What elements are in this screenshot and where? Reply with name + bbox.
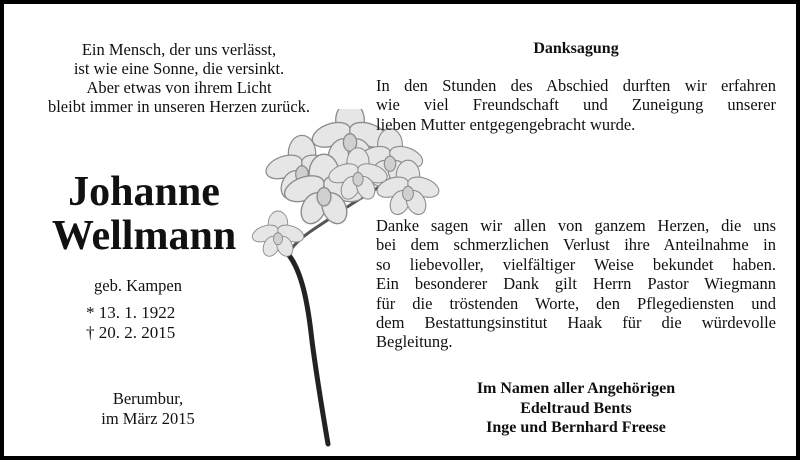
signature-block (376, 379, 776, 438)
date: im März 2015 (101, 409, 195, 428)
paragraph-line: Begleitung. (376, 332, 453, 352)
signature-line: Inge und Bernhard Freese (486, 419, 666, 436)
first-name: Johanne (68, 169, 220, 215)
paragraph-line: so liebevoller, vielfältiger Weise bekundet haben. (376, 254, 776, 274)
place-and-date (64, 389, 232, 429)
paragraph-line: dem Bestattungsinstitut Haak für die würdevolle (376, 313, 776, 333)
birth-name: geb. Kampen (94, 276, 182, 295)
signature-line: Im Namen aller Angehörigen (476, 380, 676, 397)
place: Berumbur, (112, 389, 184, 408)
poem-line: ist wie eine Sonne, die versinkt. (73, 59, 285, 78)
paragraph-line: In den Stunden des Abschied durften wir erfahren (376, 76, 776, 95)
deceased-name (24, 170, 264, 258)
last-name: Wellmann (51, 213, 237, 259)
poem-line: Ein Mensch, der uns verlässt, (81, 40, 277, 59)
memorial-poem (20, 40, 338, 116)
thanks-paragraph-1 (376, 76, 776, 134)
thanks-paragraph-2 (376, 216, 776, 352)
signature-line: Edeltraud Bents (520, 399, 632, 417)
death-date: † 20. 2. 2015 (86, 323, 176, 342)
poem-line: bleibt immer in unseren Herzen zurück. (47, 97, 311, 116)
poem-line: Aber etwas von ihrem Licht (86, 78, 272, 97)
paragraph-line: Danke sagen wir allen von ganzem Herzen, die uns (376, 216, 776, 235)
birth-date: * 13. 1. 1922 (86, 303, 176, 322)
paragraph-line: Ein besonderer Dank gilt Herrn Pastor Wiegmann (376, 274, 776, 294)
paragraph-line: für die tröstenden Worte, den Pflegediensten und (376, 293, 776, 313)
thanks-heading: Danksagung (533, 40, 619, 57)
paragraph-line: bei dem schmerzlichen Verlust ihre Anteilnahme in (376, 235, 776, 255)
paragraph-line: wie viel Freundschaft und Zuneigung unserer (376, 95, 776, 115)
life-dates (86, 303, 175, 343)
paragraph-line: lieben Mutter entgegengebracht wurde. (376, 114, 636, 134)
